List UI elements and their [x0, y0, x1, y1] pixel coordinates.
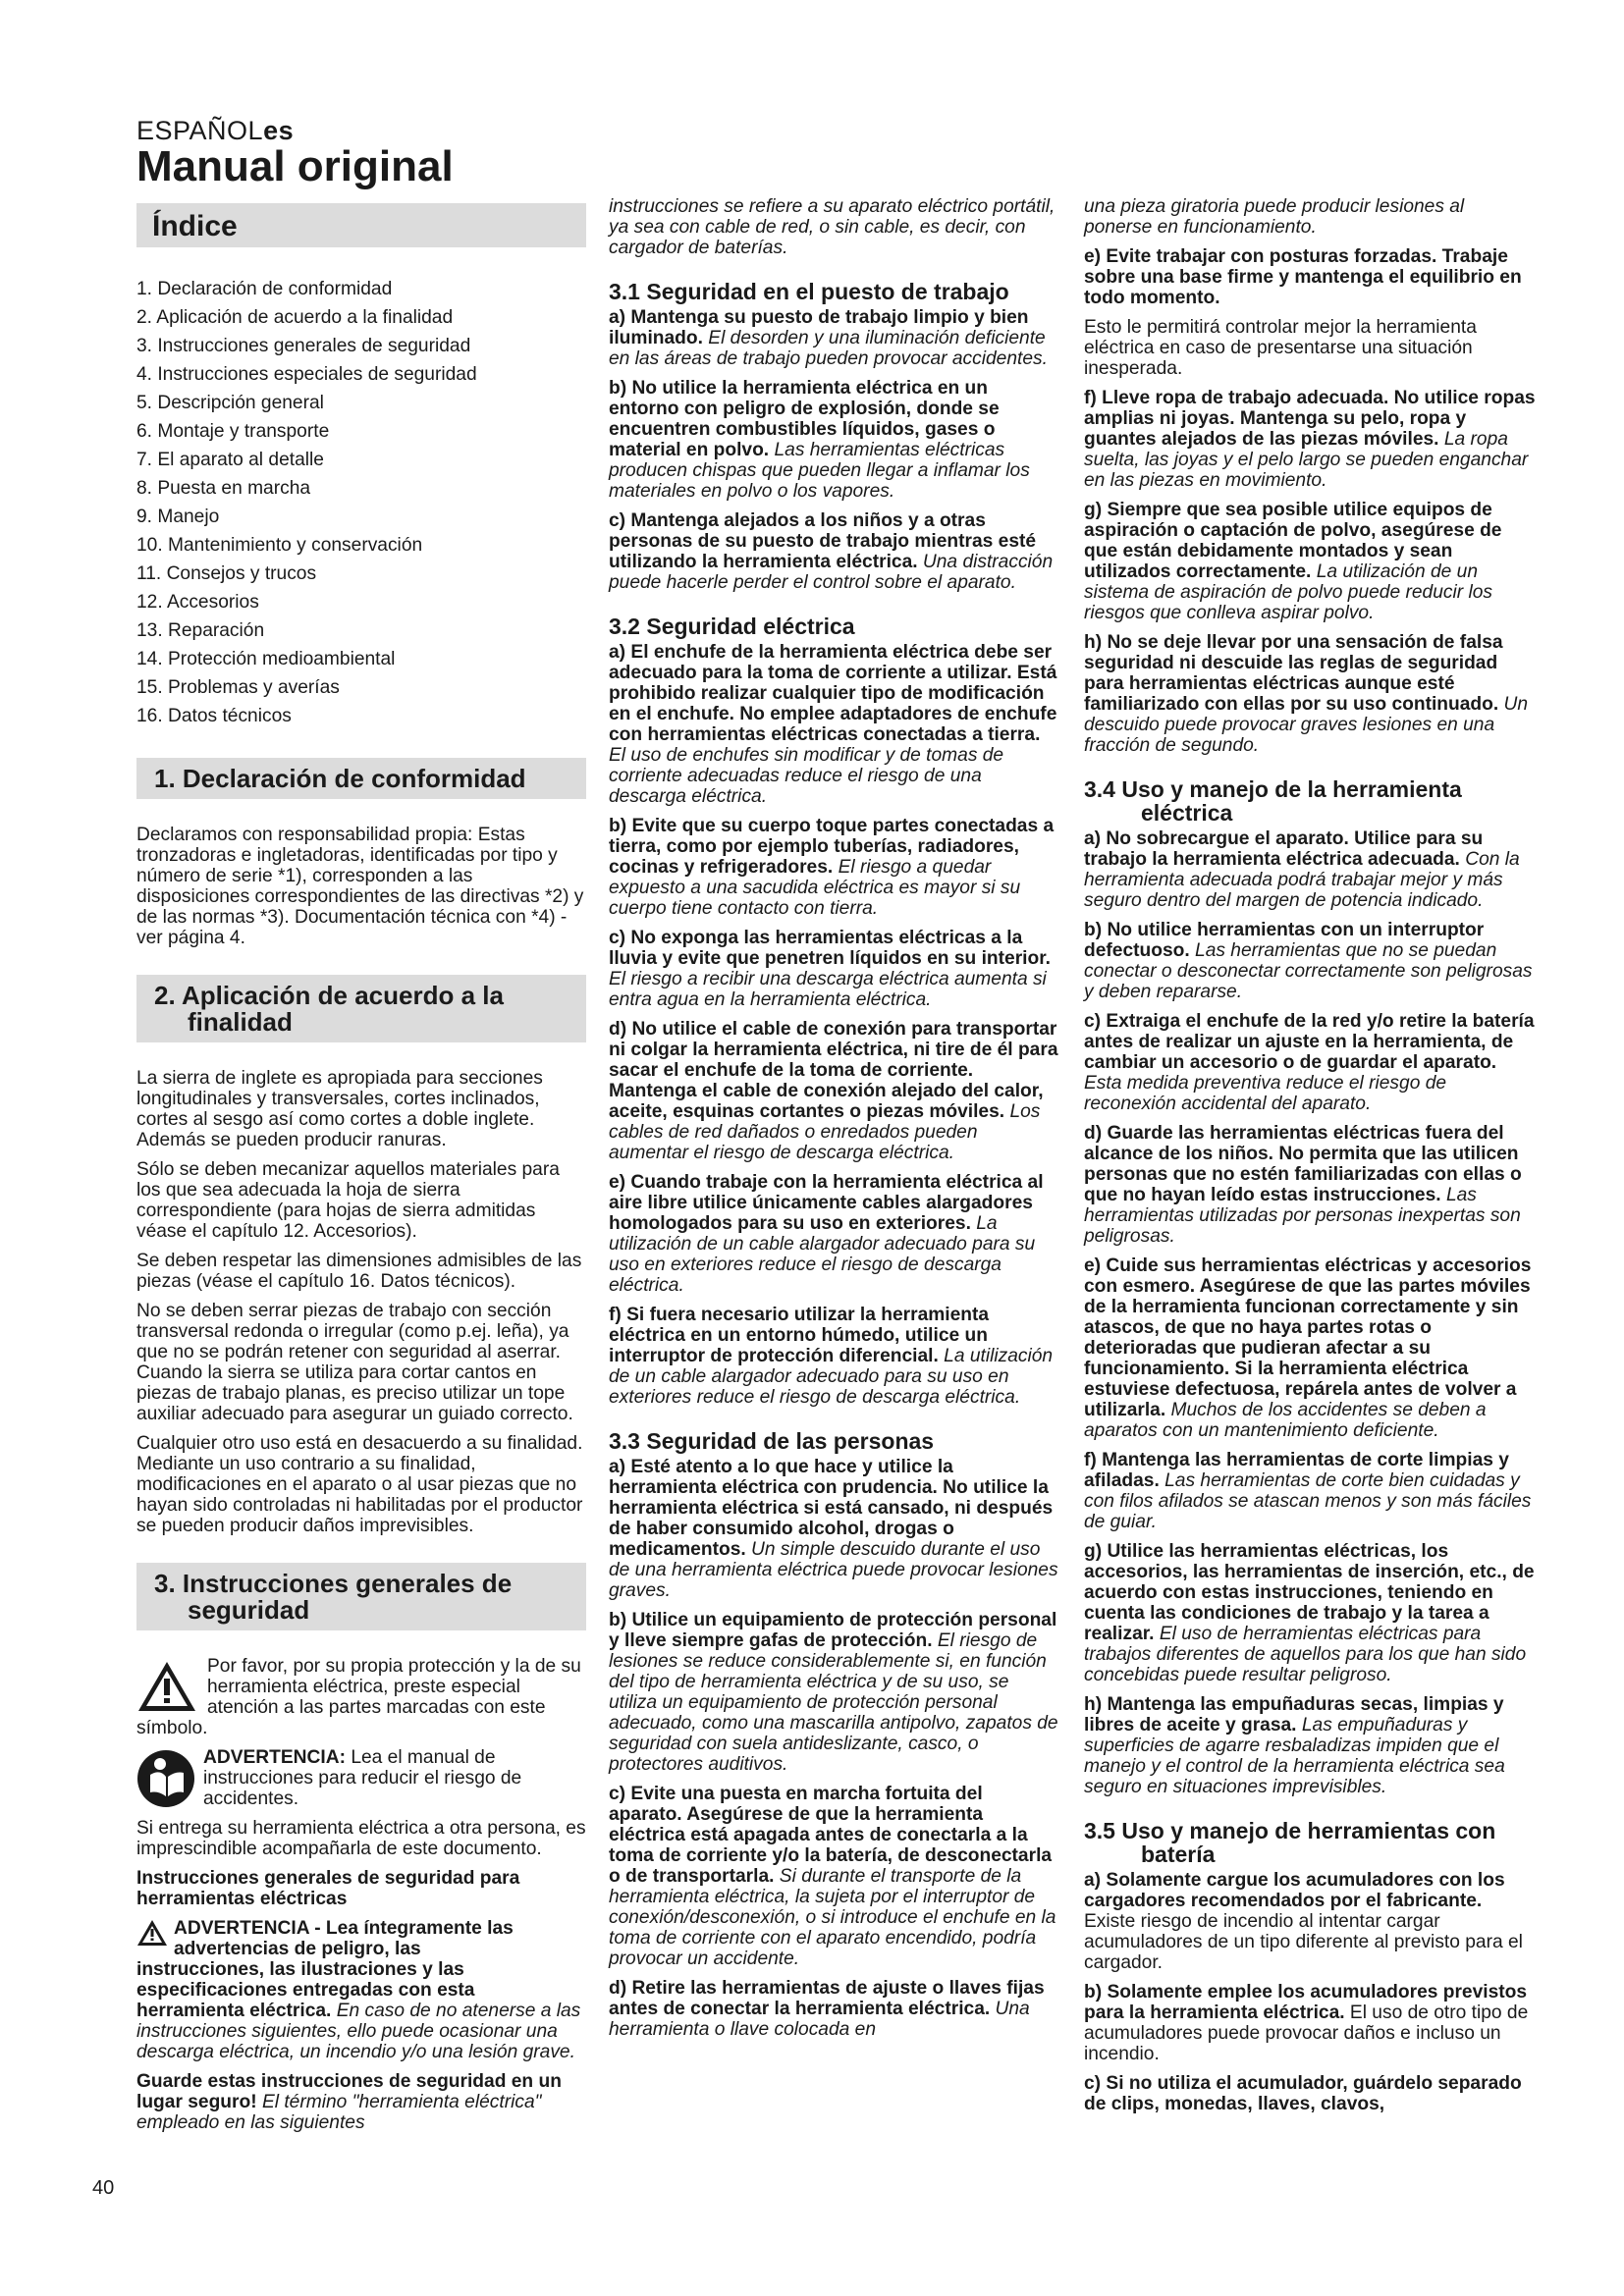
rule-item [1084, 1694, 1536, 1797]
rule-plain: El uso de otro tipo de acumuladores puede provocar daños e incluso un incendio. [1084, 2002, 1529, 2064]
rule-item [1084, 828, 1536, 911]
toc-item[interactable]: 5. Descripción general [136, 393, 324, 413]
rule-bold: e) Cuide sus herramientas eléctricas y accesorios con esmero. Asegúrese de que las partes móviles de la herramienta funcionan correctamente y sin atascos, de que no haya partes rotas o deterioradas que pudieran afectar a su funcionamiento. Si la herramienta eléctrica estuviese defectuosa, repárela antes de volver a utilizarla. [1084, 1255, 1532, 1420]
rule-italic: La utilización de un cable alargador adecuado para su uso en exteriores reduce el riesgo de descarga eléctrica. [609, 1346, 1054, 1408]
sec2-paragraph: Se deben respetar las dimensiones admisibles de las piezas (véase el capítulo 16. Datos técnicos). [136, 1251, 582, 1292]
adv-label: ADVERTENCIA: [203, 1747, 346, 1768]
rule-plain: Esto le permitirá controlar mejor la herramienta eléctrica en caso de presentarse una situación inesperada. [1084, 317, 1477, 379]
rule-item [1084, 246, 1536, 308]
toc-item[interactable]: 14. Protección medioambiental [136, 649, 396, 669]
rule-italic: Las empuñaduras y superficies de agarre resbaladizas impiden que el manejo y el control de la herramienta eléctrica sea seguro en situaciones imprevisibles. [1084, 1715, 1505, 1797]
rule-bold: b) No utilice herramientas con un interruptor defectuoso. [1084, 920, 1485, 961]
rule-bold: e) Cuando trabaje con la herramienta eléctrica al aire libre utilice únicamente cables alargadores homologados para su uso en exteriores. [609, 1172, 1044, 1234]
rule-italic: La utilización de un cable alargador adecuado para su uso en exteriores reduce el riesgo de descarga eléctrica. [609, 1213, 1036, 1296]
continuation-text [1084, 196, 1536, 238]
rule-italic: Un simple descuido durante el uso de una herramienta eléctrica puede provocar lesiones graves. [609, 1539, 1058, 1601]
rule-bold: c) Mantenga alejados a los niños y a otras personas de su puesto de trabajo mientras esté utilizando la herramienta eléctrica. [609, 510, 1037, 572]
adv2-italic: En caso de no atenerse a las instrucciones siguientes, ello puede ocasionar una descarga eléctrica, un incendio y/o una lesión grave. [136, 2001, 581, 2062]
read-manual-warning [136, 1747, 586, 1809]
rule-bold: b) Evite que su cuerpo toque partes conectadas a tierra, como por ejemplo tuberías, radiadores, cocinas y refrigeradores. [609, 816, 1055, 878]
rule-italic: El riesgo a recibir una descarga eléctrica aumenta si entra agua en la herramienta eléctrica. [609, 969, 1047, 1010]
subsection-3-1-title: 3.1 Seguridad en el puesto de trabajo [609, 279, 1009, 304]
document-title: Manual original [136, 142, 454, 190]
rule-bold: c) Si no utiliza el acumulador, guárdelo separado de clips, monedas, llaves, clavos, [1084, 2073, 1522, 2114]
rule-item [609, 816, 1060, 919]
read-all-warning [136, 1918, 586, 2062]
rule-item [609, 378, 1060, 502]
rule-bold: a) No sobrecargue el aparato. Utilice para su trabajo la herramienta eléctrica adecuada. [1084, 828, 1484, 870]
adv2-rest [136, 1959, 586, 2062]
rule-item [609, 1784, 1060, 1969]
rule-item [1084, 632, 1536, 756]
rule-item [1084, 1541, 1536, 1685]
sec2-paragraph: No se deben serrar piezas de trabajo con sección transversal redonda o irregular (como p.ej. leña), ya que no se podrán retener con seguridad al aserrar. Cuando la sierra se utiliza para cortar cantos en piezas de trabajo planas, es preciso utilizar un tope auxiliar adecuado para asegurar un guiado correcto. [136, 1301, 573, 1424]
rule-italic: Un descuido puede provocar graves lesiones en una fracción de segundo. [1084, 694, 1529, 756]
rule-item [609, 1457, 1060, 1601]
rule-item [609, 1172, 1060, 1296]
column-3 [1084, 196, 1536, 2123]
rule-bold: e) Evite trabajar con posturas forzadas. Trabaje sobre una base firme y mantenga el equilibrio en todo momento. [1084, 246, 1522, 308]
adv2-bold-b: instrucciones, las ilustraciones y las especificaciones entregadas con esta herramienta eléctrica. [136, 1959, 475, 2021]
toc-item[interactable]: 6. Montaje y transporte [136, 421, 330, 442]
page-number: 40 [92, 2177, 115, 2199]
rule-item [1084, 1255, 1536, 1441]
rule-bold: a) Mantenga su puesto de trabajo limpio y bien iluminado. [609, 307, 1029, 348]
rule-item [1084, 1450, 1536, 1532]
rule-italic: Las herramientas de corte bien cuidadas y con filos afilados se atascan menos y son más fáciles de guiar. [1084, 1470, 1532, 1532]
warning-tail-text: símbolo. [136, 1718, 208, 1738]
keep-bold: Guarde estas instrucciones de seguridad en un lugar seguro! [136, 2071, 562, 2112]
rule-item [1084, 920, 1536, 1002]
keep-instructions [136, 2071, 586, 2133]
rule-bold: h) No se deje llevar por una sensación de falsa seguridad ni descuide las reglas de seguridad para herramientas eléctricas aunque esté familiarizado con ellas por su uso continuado. [1084, 632, 1503, 715]
adv2-bold-a: ADVERTENCIA - Lea íntegramente las advertencias de peligro, las [174, 1918, 514, 1959]
index-heading: Índice [136, 203, 586, 247]
rule-bold: c) Evite una puesta en marcha fortuita del aparato. Asegúrese de que la herramienta eléctrica está apagada antes de conectarla a la toma de corriente y/o la batería, de desconectarla o de transportarla. [609, 1784, 1053, 1887]
sec2-paragraph: Sólo se deben mecanizar aquellos materiales para los que sea adecuada la hoja de sierra correspondiente (para hojas de sierra admitidas véase el capítulo 12. Accesorios). [136, 1159, 560, 1242]
rule-italic: Los cables de red dañados o enredados pueden aumentar el riesgo de descarga eléctrica. [609, 1101, 1041, 1163]
toc-item[interactable]: 15. Problemas y averías [136, 677, 340, 698]
rule-italic: La ropa suelta, las joyas y el pelo largo se pueden enganchar en las piezas en movimiento. [1084, 429, 1529, 491]
rule-bold: d) No utilice el cable de conexión para transportar ni colgar la herramienta eléctrica, ni tire de él para sacar el enchufe de la toma de corriente. Mantenga el cable de conexión alejado del calor, aceite, esquinas cortantes o piezas móviles. [609, 1019, 1058, 1122]
rule-item [1084, 1123, 1536, 1247]
rule-bold: f) Si fuera necesario utilizar la herramienta eléctrica en un entorno húmedo, utilice un interruptor de protección diferencial. [609, 1305, 990, 1366]
section-2-heading: 2. Aplicación de acuerdo a la finalidad [136, 975, 586, 1042]
rule-italic: El riesgo de lesiones se reduce considerablemente si, en función del tipo de herramienta eléctrica y de su uso, se utiliza un equipamiento de protección personal adecuado, como una mascarilla antipolvo, zapatos de seguridad con suela antideslizante, casco, o protectores auditivos. [609, 1630, 1058, 1775]
rule-italic: El desorden y una iluminación deficiente en las áreas de trabajo pueden provocar accidentes. [609, 328, 1048, 369]
rule-italic: La utilización de un sistema de aspiración de polvo puede reducir los riesgos que conlleva aspirar polvo. [1084, 561, 1492, 623]
rule-italic: Si durante el transporte de la herramienta eléctrica, la sujeta por el interruptor de conexión/desconexión, o si introduce el enchufe en la toma de corriente con el aparato encendido, podría provocar un accidente. [609, 1866, 1056, 1969]
warning-triangle-small-icon [136, 1919, 168, 1947]
rule-italic: El uso de herramientas eléctricas para trabajos diferentes de aquellos para los que han sido concebidas puede resultar peligroso. [1084, 1624, 1527, 1685]
rule-italic: El uso de enchufes sin modificar y de tomas de corriente adecuadas reduce el riesgo de una descarga eléctrica. [609, 745, 1004, 807]
warning-intro-text: Por favor, por su propia protección y la de su herramienta eléctrica, preste especial atención a las partes marcadas con este [207, 1656, 581, 1718]
rule-item [609, 510, 1060, 593]
rule-bold: d) Retire las herramientas de ajuste o llaves fijas antes de conectar la herramienta eléctrica. [609, 1978, 1045, 2019]
rule-bold: b) Utilice un equipamiento de protección personal y lleve siempre gafas de protección. [609, 1610, 1057, 1651]
rule-bold: g) Utilice las herramientas eléctricas, los accesorios, las herramientas de inserción, etc., de acuerdo con estas instrucciones, teniendo en cuenta las condiciones de trabajo y la tarea a realizar. [1084, 1541, 1535, 1644]
handover-paragraph: Si entrega su herramienta eléctrica a otra persona, es imprescindible acompañarla de este documento. [136, 1818, 586, 1859]
toc-item[interactable]: 4. Instrucciones especiales de seguridad [136, 364, 477, 385]
general-safety-title: Instrucciones generales de seguridad para herramientas eléctricas [136, 1868, 520, 1909]
toc-item[interactable]: 1. Declaración de conformidad [136, 279, 393, 299]
rule-bold: b) Solamente emplee los acumuladores previstos para la herramienta eléctrica. [1084, 1982, 1528, 2023]
toc-item[interactable]: 10. Mantenimiento y conservación [136, 535, 423, 556]
toc-item[interactable]: 8. Puesta en marcha [136, 478, 311, 499]
read-manual-icon [136, 1749, 195, 1808]
rule-italic: El riesgo a quedar expuesto a una sacudida eléctrica es mayor si su cuerpo tiene contacto con tierra. [609, 857, 1021, 919]
rule-bold: f) Lleve ropa de trabajo adecuada. No utilice ropas amplias ni joyas. Mantenga su pelo, ropa y guantes alejados de las piezas móviles. [1084, 388, 1536, 450]
subsection-3-4-title: 3.4 Uso y manejo de la herramienta eléctrica [1084, 776, 1462, 826]
rule-item [609, 307, 1060, 369]
toc-item[interactable]: 9. Manejo [136, 507, 220, 527]
adv-text: Lea el manual de instrucciones para reducir el riesgo de accidentes. [203, 1747, 522, 1809]
rule-bold: a) Solamente cargue los acumuladores con los cargadores recomendados por el fabricante. [1084, 1870, 1505, 1911]
rule-bold: a) Esté atento a lo que hace y utilice la herramienta eléctrica con prudencia. No utilice la herramienta eléctrica si está cansado, ni después de haber consumido alcohol, drogas o medicamentos. [609, 1457, 1054, 1560]
rule-bold: h) Mantenga las empuñaduras secas, limpias y libres de aceite y grasa. [1084, 1694, 1504, 1735]
column-2 [609, 196, 1060, 2049]
toc-item[interactable]: 16. Datos técnicos [136, 706, 292, 726]
rule-plain: Existe riesgo de incendio al intentar cargar acumuladores de un tipo diferente al previsto para el cargador. [1084, 1911, 1523, 1973]
continuation-text [609, 196, 1060, 258]
rule-bold: c) No exponga las herramientas eléctricas a la lluvia y evite que penetren líquidos en su interior. [609, 928, 1051, 969]
rule-item [609, 1610, 1060, 1775]
subsection-3-3-title: 3.3 Seguridad de las personas [609, 1428, 935, 1454]
language-label: ESPAÑOLes [136, 116, 295, 145]
rule-italic: Con la herramienta adecuada podrá trabajar mejor y más seguro dentro del margen de potencia indicado. [1084, 849, 1520, 911]
sec2-paragraph: La sierra de inglete es apropiada para secciones longitudinales y transversales, cortes inclinados, cortes al sesgo así como cortes a doble inglete. Además se pueden producir ranuras. [136, 1068, 543, 1150]
rule-item [1084, 2073, 1536, 2114]
rule-item [1084, 1870, 1536, 1973]
rule-item [1084, 500, 1536, 623]
rule-italic: Una distracción puede hacerle perder el control sobre el aparato. [609, 552, 1054, 593]
rule-italic: Las herramientas eléctricas producen chispas que pueden llegar a inflamar los materiales en polvo o los vapores. [609, 440, 1030, 502]
sec2-paragraph: Cualquier otro uso está en desacuerdo a su finalidad. Mediante un uso contrario a su finalidad, modificaciones en el aparato o al usar piezas que no hayan sido controladas ni habilitadas por el productor se pueden producir daños imprevisibles. [136, 1433, 583, 1536]
continuation-italic: instrucciones se refiere a su aparato eléctrico portátil, ya sea con cable de red, o sin cable, es decir, con cargador de baterías. [609, 196, 1056, 258]
toc-item[interactable]: 11. Consejos y trucos [136, 563, 317, 584]
warning-note [136, 1656, 586, 1738]
rule-bold: b) No utilice la herramienta eléctrica en un entorno con peligro de explosión, donde se encuentren combustibles líquidos, gases o material en polvo. [609, 378, 1000, 460]
rule-item [609, 928, 1060, 1010]
continuation-italic: una pieza giratoria puede producir lesiones al ponerse en funcionamiento. [1084, 196, 1465, 238]
toc-item[interactable]: 2. Aplicación de acuerdo a la finalidad [136, 307, 454, 328]
rule-bold: g) Siempre que sea posible utilice equipos de aspiración o captación de polvo, asegúrese de que están debidamente montados y sean utilizados correctamente. [1084, 500, 1502, 582]
subsection-3-2-title: 3.2 Seguridad eléctrica [609, 614, 855, 639]
keep-italic: El término "herramienta eléctrica" empleado en las siguientes [136, 2092, 542, 2133]
toc-item[interactable]: 3. Instrucciones generales de seguridad [136, 336, 471, 356]
column-1 [136, 203, 586, 2142]
warning-triangle-icon [136, 1660, 197, 1713]
toc-item[interactable]: 13. Reparación [136, 620, 265, 641]
rule-item [609, 1978, 1060, 2040]
rule-italic: Las herramientas utilizadas por personas inexpertas son peligrosas. [1084, 1185, 1521, 1247]
rule-italic: Esta medida preventiva reduce el riesgo de reconexión accidental del aparato. [1084, 1073, 1447, 1114]
toc-item[interactable]: 7. El aparato al detalle [136, 450, 324, 470]
rule-item [1084, 1011, 1536, 1114]
rule-bold: f) Mantenga las herramientas de corte limpias y afiladas. [1084, 1450, 1509, 1491]
rule-item [1084, 388, 1536, 491]
rule-item [1084, 1982, 1536, 2064]
sec1-paragraph: Declaramos con responsabilidad propia: Estas tronzadoras e ingletadoras, identificadas por tipo y número de serie *1), corresponden a las disposiciones correspondientes de las directivas *2) y de las normas *3). Documentación técnica con *4) - ver página 4. [136, 825, 584, 948]
section-3-heading: 3. Instrucciones generales de seguridad [136, 1563, 586, 1630]
rule-bold: d) Guarde las herramientas eléctricas fuera del alcance de los niños. No permita que las utilicen personas que no estén familiarizadas con ellas o que no hayan leído estas instrucciones. [1084, 1123, 1522, 1205]
rule-item [609, 642, 1060, 807]
rule-item [609, 1019, 1060, 1163]
rule-italic: Una herramienta o llave colocada en [609, 1999, 1030, 2040]
rule-bold: a) El enchufe de la herramienta eléctrica debe ser adecuado para la toma de corriente a utilizar. Está prohibido realizar cualquier tipo de modificación en el enchufe. No emplee adaptadores de enchufe con herramientas eléctricas conectadas a tierra. [609, 642, 1057, 745]
toc-item[interactable]: 12. Accesorios [136, 592, 259, 613]
rule-italic: Muchos de los accidentes se deben a aparatos con un mantenimiento deficiente. [1084, 1400, 1487, 1441]
table-of-contents [136, 275, 586, 730]
subsection-3-5-title: 3.5 Uso y manejo de herramientas con batería [1084, 1818, 1496, 1867]
rule-italic: Las herramientas que no se puedan conectar o desconectar correctamente son peligrosas y deben repararse. [1084, 940, 1533, 1002]
rule-item [609, 1305, 1060, 1408]
section-1-heading: 1. Declaración de conformidad [136, 758, 586, 799]
rule-bold: c) Extraiga el enchufe de la red y/o retire la batería antes de realizar un ajuste en la herramienta, de cambiar un accesorio o de guardar el aparato. [1084, 1011, 1535, 1073]
